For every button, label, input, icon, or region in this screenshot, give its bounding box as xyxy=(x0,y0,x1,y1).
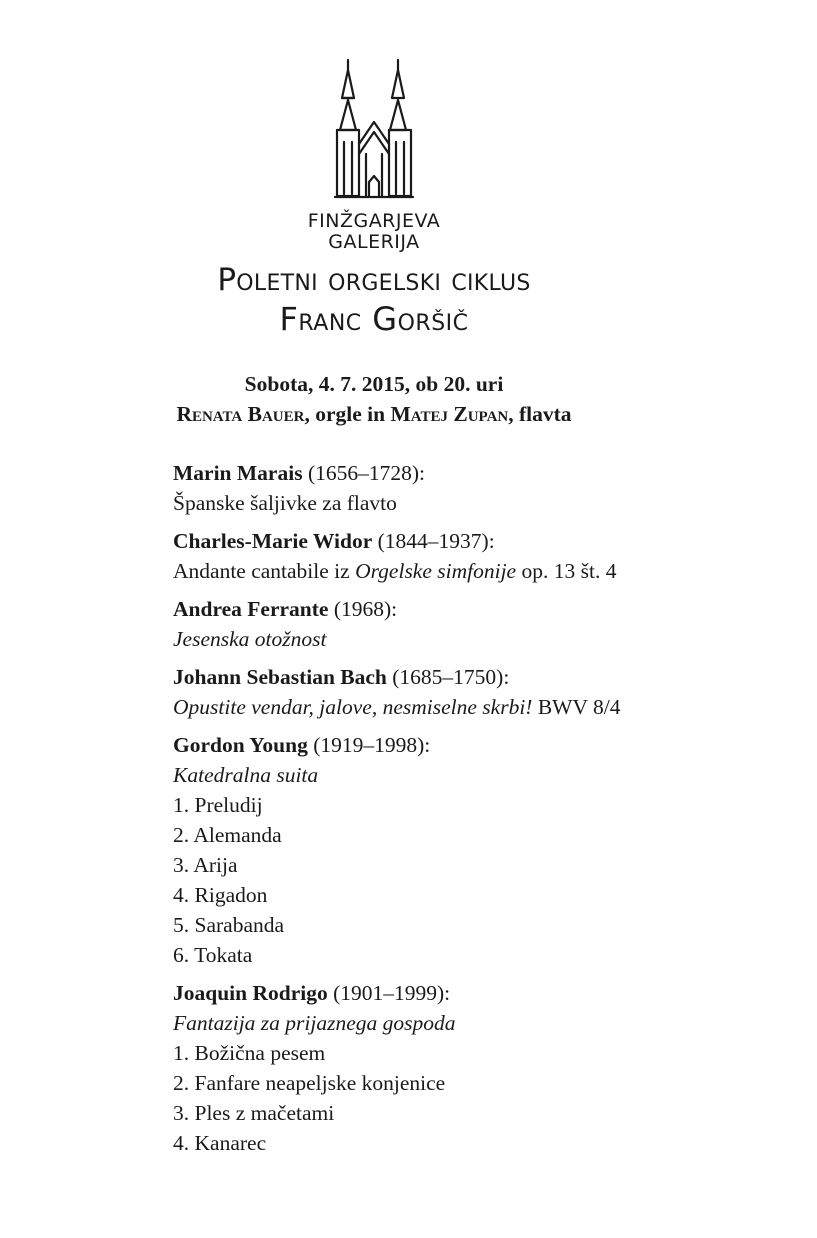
work-title: Opustite vendar, jalove, nesmiselne skrbi! xyxy=(173,695,533,719)
composer-name: Johann Sebastian Bach xyxy=(173,665,387,689)
logo-line-2: GALERIJA xyxy=(328,231,420,253)
work-title-suffix: op. 13 št. 4 xyxy=(516,559,617,583)
movement: 4. Rigadon xyxy=(173,883,268,907)
composer-name: Gordon Young xyxy=(173,733,308,757)
program-item xyxy=(173,662,793,722)
church-towers-icon xyxy=(334,58,414,200)
composer-name: Charles-Marie Widor xyxy=(173,529,373,553)
logo-line-1: FINŽGARJEVA xyxy=(307,210,441,232)
performer-1-role: , orgle in xyxy=(304,402,391,426)
composer-dates: (1685–1750): xyxy=(386,665,510,689)
movement: 1. Božična pesem xyxy=(173,1041,326,1065)
composer-dates: (1968): xyxy=(328,597,398,621)
movement: 2. Alemanda xyxy=(173,823,282,847)
composer-dates: (1656–1728): xyxy=(302,461,425,485)
program-item xyxy=(173,978,793,1158)
work-title-suffix: BWV 8/4 xyxy=(532,695,621,719)
composer-name: Andrea Ferrante xyxy=(173,597,329,621)
composer-name: Joaquin Rodrigo xyxy=(173,981,328,1005)
program-list xyxy=(173,458,793,1166)
composer-dates: (1919–1998): xyxy=(307,733,431,757)
performer-2-role: , flavta xyxy=(508,402,572,426)
program-item xyxy=(173,526,793,586)
work-title: Fantazija za prijaznega gospoda xyxy=(173,1011,456,1035)
event-date: Sobota, 4. 7. 2015, ob 20. uri xyxy=(244,372,504,396)
movement: 3. Arija xyxy=(173,853,238,877)
movement: 2. Fanfare neapeljske konjenice xyxy=(173,1071,446,1095)
composer-dates: (1844–1937): xyxy=(372,529,495,553)
composer-dates: (1901–1999): xyxy=(327,981,451,1005)
performer-2-name: Matej Zupan xyxy=(390,402,509,426)
work-title: Španske šaljivke za flavto xyxy=(173,491,397,515)
composer-name: Marin Marais xyxy=(173,461,303,485)
movement: 6. Tokata xyxy=(173,943,253,967)
work-title: Katedralna suita xyxy=(173,763,319,787)
movement: 5. Sarabanda xyxy=(173,913,285,937)
performers xyxy=(60,402,688,427)
performer-1-name: Renata Bauer xyxy=(176,402,305,426)
series-title: Poletni orgelski ciklus xyxy=(217,262,531,298)
series-name: Franc Goršič xyxy=(279,300,469,338)
program-item xyxy=(173,594,793,654)
program-item xyxy=(173,458,793,518)
work-title: Orgelske simfonije xyxy=(355,559,517,583)
program-item xyxy=(173,730,793,970)
movement: 4. Kanarec xyxy=(173,1131,267,1155)
work-title: Jesenska otožnost xyxy=(173,627,327,651)
movement: 1. Preludij xyxy=(173,793,263,817)
work-title-prefix: Andante cantabile iz xyxy=(173,559,356,583)
movement: 3. Ples z mačetami xyxy=(173,1101,335,1125)
